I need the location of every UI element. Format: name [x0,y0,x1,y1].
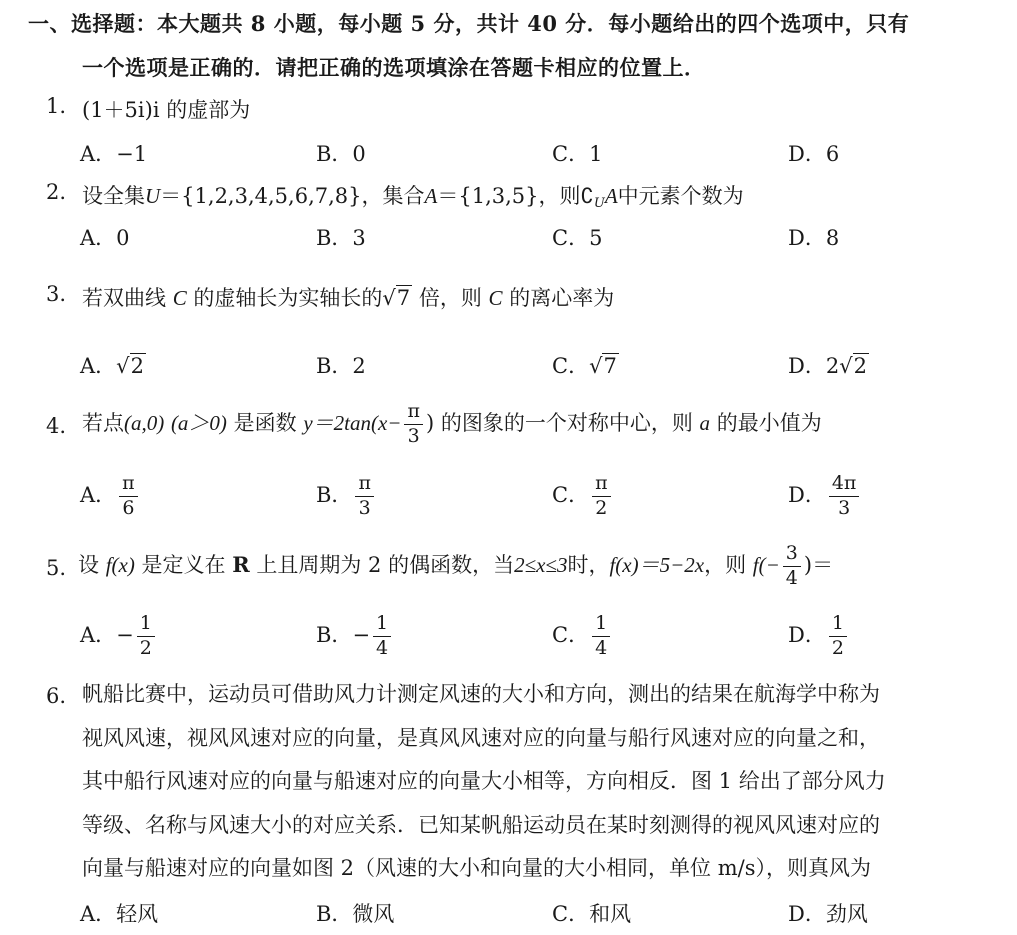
q4-option-d: D． $\frac{4\pi}{3}$ [788,474,862,519]
q1-number: 1. [46,94,67,118]
q6-line-1: 帆船比赛中，运动员可借助风力计测定风速的大小和方向，测出的结果在航海学中称为 [82,682,880,706]
q5-stem: 设 f(x) 是定义在 R 上且周期为 2 的偶函数，当2≤x≤3时，f(x)＝5−2x，则 f(− $\frac{3}{4}$ )＝ [78,542,834,589]
q4-number: 4. [46,414,67,438]
q1-option-b: B．0 [316,142,366,166]
q1-stem: (1＋5i)i 的虚部为 [82,98,251,122]
q6-number: 6. [46,684,67,708]
q2-option-d: D．8 [788,226,840,250]
section-title-line2: 一个选项是正确的．请把正确的选项填涂在答题卡相应的位置上． [82,55,706,80]
q2-option-c: C．5 [552,226,603,250]
q3-option-a: A．√2 [80,354,144,378]
q5-option-b: B．− $\frac{1}{4}$ [316,614,394,659]
q4-option-a: A． $\frac{\pi}{6}$ [80,474,141,519]
q2-option-a: A．0 [80,226,130,250]
q6-option-a: A．轻风 [80,902,159,926]
q3-option-d: D．2√2 [788,354,867,378]
q3-number: 3. [46,282,67,306]
q6-line-3: 其中船行风速对应的向量与船速对应的向量大小相等，方向相反．图 1 给出了部分风力 [82,769,886,793]
q4-stem: 若点(a,0) (a＞0) 是函数 y＝2tan(x− $\frac{\pi}{3}$ ) 的图象的一个对称中心，则 a 的最小值为 [82,400,822,447]
q6-option-b: B．微风 [316,902,395,926]
q6-line-5: 向量与船速对应的向量如图 2（风速的大小和向量的大小相同，单位 m/s），则真风为 [82,856,871,880]
q2-number: 2. [46,180,67,204]
q3-option-c: C．√7 [552,354,617,378]
q1-option-d: D．6 [788,142,840,166]
q5-option-c: C． $\frac{1}{4}$ [552,614,613,659]
q2-option-b: B．3 [316,226,366,250]
q6-option-d: D．劲风 [788,902,868,926]
q4-option-b: B． $\frac{\pi}{3}$ [316,474,377,519]
q6-option-c: C．和风 [552,902,632,926]
q5-option-a: A．− $\frac{1}{2}$ [80,614,158,659]
q3-stem: 若双曲线 C 的虚轴长为实轴长的√7 倍，则 C 的离心率为 [82,286,615,310]
q5-option-d: D． $\frac{1}{2}$ [788,614,850,659]
q6-line-4: 等级、名称与风速大小的对应关系．已知某帆船运动员在某时刻测得的视风风速对应的 [82,813,880,837]
q1-option-c: C．1 [552,142,603,166]
q4-option-c: C． $\frac{\pi}{2}$ [552,474,614,519]
q3-option-b: B．2 [316,354,366,378]
q1-option-a: A．−1 [80,142,148,166]
section-title-line1: 一、选择题：本大题共 8 小题，每小题 5 分，共计 40 分．每小题给出的四个选项中，只有 [28,11,910,36]
q2-stem: 设全集U＝{1,2,3,4,5,6,7,8}，集合A＝{1,3,5}，则$∁_UA$中元素个数为 [82,184,744,211]
q5-number: 5. [46,556,67,580]
q6-line-2: 视风风速，视风风速对应的向量，是真风风速对应的向量与船行风速对应的向量之和， [82,726,880,750]
